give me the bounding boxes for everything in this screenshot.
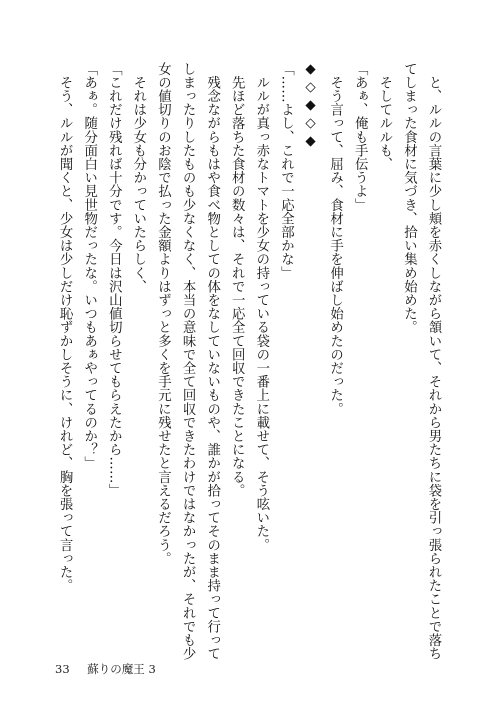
text-line: 「あぁ。随分面白い見世物だったな。いつもあぁやってるのか？」 <box>81 62 97 470</box>
text-line: 残念ながらもはや食べ物としての体をなしていないものや、誰かが拾ってそのまま持って行って <box>204 62 220 661</box>
text-line: そう、ルルが聞くと、少女は少しだけ恥ずかしそうに、けれど、胸を張って言った。 <box>57 62 73 593</box>
text-line: 先ほど落ちた食材の数々は、それで一応全て回収できたことになる。 <box>229 62 245 498</box>
text-line: 「これだけ残れば十分です。今日は沢山値切らせてもらえたから……」 <box>106 62 122 498</box>
text-line: 女の値切りのお陰で払った金額よりはずっと多くを手元に残せたと言えるだろう。 <box>155 62 171 566</box>
text-line: と、ルルの言葉に少し頬を赤くしながら頷いて、それから男たちに袋を引っ張られたことで落ち <box>426 62 441 661</box>
text-line: 「あぁ、俺も手伝うよ」 <box>352 62 368 212</box>
text-line: それは少女も分かっていたらしく、 <box>130 62 146 294</box>
scene-break-ornament: ◆◇◆◇◆ <box>303 62 319 152</box>
book-title: 蘇りの魔王 3 <box>87 662 156 676</box>
page-footer <box>55 661 156 677</box>
text-line: そしてルルも、 <box>376 62 392 171</box>
page-number: 33 <box>55 662 70 676</box>
text-line: ルルが真っ赤なトマトを少女の持っている袋の一番上に載せて、そう呟いた。 <box>253 62 269 552</box>
body-text <box>52 62 446 661</box>
text-line: てしまった食材に気づき、拾い集め始めた。 <box>401 62 417 334</box>
text-line: しまったりしたものも少なくなく、本当の意味で全て回収できたわけではなかったが、それでも少 <box>180 62 196 661</box>
text-line: そう言って、屈み、食材に手を伸ばし始めたのだった。 <box>327 62 343 416</box>
text-line: 「……よし、これで一応全部かな」 <box>278 62 294 280</box>
